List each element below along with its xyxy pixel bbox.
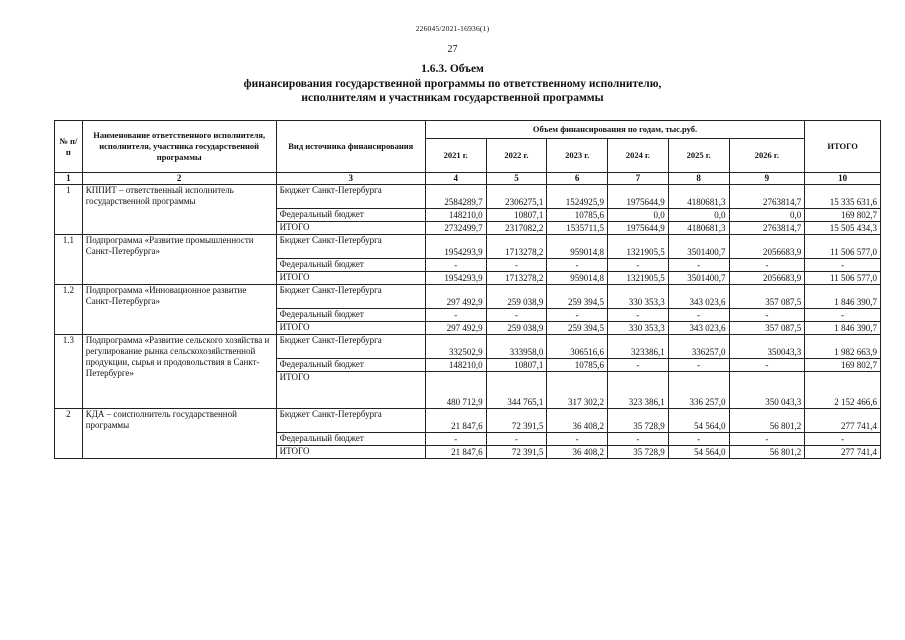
year-value: 1535711,5 xyxy=(547,222,608,235)
year-value: - xyxy=(608,259,669,272)
year-value: 259 394,5 xyxy=(547,322,608,335)
year-value: 297 492,9 xyxy=(425,322,486,335)
total-value: 277 741,4 xyxy=(805,409,881,433)
year-value: 350043,3 xyxy=(729,335,805,359)
year-value: 2763814,7 xyxy=(729,185,805,209)
year-value: 4180681,3 xyxy=(668,222,729,235)
year-value: 330 353,3 xyxy=(608,322,669,335)
year-value: 357 087,5 xyxy=(729,285,805,309)
year-value: 332502,9 xyxy=(425,335,486,359)
executor-name: КППИТ – ответственный исполнитель государственной программы xyxy=(82,185,276,235)
year-value: - xyxy=(547,433,608,446)
year-value: - xyxy=(425,433,486,446)
year-value: 2056683,9 xyxy=(729,272,805,285)
year-value: - xyxy=(729,433,805,446)
total-value: - xyxy=(805,433,881,446)
funding-source: Федеральный бюджет xyxy=(276,309,425,322)
title-line: исполнителям и участникам государственной программы xyxy=(301,92,604,104)
year-value: 148210,0 xyxy=(425,209,486,222)
column-number: 2 xyxy=(82,173,276,185)
year-value: 3501400,7 xyxy=(668,272,729,285)
year-value: 2763814,7 xyxy=(729,222,805,235)
year-value: - xyxy=(668,259,729,272)
column-number: 5 xyxy=(486,173,547,185)
year-value: 36 408,2 xyxy=(547,409,608,433)
column-number-row xyxy=(55,173,881,185)
year-value: 343 023,6 xyxy=(668,285,729,309)
year-value: - xyxy=(425,309,486,322)
year-value: - xyxy=(486,309,547,322)
total-value: - xyxy=(805,309,881,322)
year-value: 1954293,9 xyxy=(425,272,486,285)
year-value: - xyxy=(608,433,669,446)
total-value: 11 506 577,0 xyxy=(805,272,881,285)
total-value: 1 846 390,7 xyxy=(805,322,881,335)
column-number: 7 xyxy=(608,173,669,185)
year-value: 1524925,9 xyxy=(547,185,608,209)
total-value: 169 802,7 xyxy=(805,209,881,222)
executor-name: Подпрограмма «Развитие сельского хозяйства и регулирование рынка сельскохозяйственной продукции, сырья и продовольствия в Санкт-Петербурге» xyxy=(82,335,276,409)
funding-source: Бюджет Санкт-Петербурга xyxy=(276,285,425,309)
year-value: - xyxy=(668,309,729,322)
year-value: 56 801,2 xyxy=(729,446,805,459)
total-value: 277 741,4 xyxy=(805,446,881,459)
year-value: 0,0 xyxy=(729,209,805,222)
year-value: 336 257,0 xyxy=(668,372,729,409)
total-value: 15 505 434,3 xyxy=(805,222,881,235)
year-value: - xyxy=(486,259,547,272)
year-value: 2306275,1 xyxy=(486,185,547,209)
total-value: 2 152 466,6 xyxy=(805,372,881,409)
funding-source: Федеральный бюджет xyxy=(276,359,425,372)
table-row xyxy=(55,335,881,359)
title-line: финансирования государственной программы по ответственному исполнителю, xyxy=(243,77,662,90)
year-value: 343 023,6 xyxy=(668,322,729,335)
year-value: 357 087,5 xyxy=(729,322,805,335)
year-value: 333958,0 xyxy=(486,335,547,359)
funding-source: Бюджет Санкт-Петербурга xyxy=(276,235,425,259)
year-value: 54 564,0 xyxy=(668,446,729,459)
funding-source: ИТОГО xyxy=(276,222,425,235)
year-value: - xyxy=(608,309,669,322)
total-value: 11 506 577,0 xyxy=(805,235,881,259)
year-value: 2732499,7 xyxy=(425,222,486,235)
year-value: 297 492,9 xyxy=(425,285,486,309)
year-value: 323 386,1 xyxy=(608,372,669,409)
year-value: 323386,1 xyxy=(608,335,669,359)
year-value: - xyxy=(729,359,805,372)
year-value: 72 391,5 xyxy=(486,446,547,459)
year-value: 306516,6 xyxy=(547,335,608,359)
col-header-year: 2026 г. xyxy=(729,139,805,173)
col-header-year: 2021 г. xyxy=(425,139,486,173)
year-value: 3501400,7 xyxy=(668,235,729,259)
column-number: 3 xyxy=(276,173,425,185)
funding-source: ИТОГО xyxy=(276,372,425,409)
funding-source: Федеральный бюджет xyxy=(276,433,425,446)
document-id: 226045/2021-16936(1) xyxy=(415,24,490,33)
funding-source: Бюджет Санкт-Петербурга xyxy=(276,335,425,359)
year-value: 344 765,1 xyxy=(486,372,547,409)
col-header-source: Вид источника финансирования xyxy=(276,121,425,173)
executor-name: Подпрограмма «Инновационное развитие Санкт-Петербурга» xyxy=(82,285,276,335)
executor-name: КДА – соисполнитель государственной программы xyxy=(82,409,276,459)
funding-source: ИТОГО xyxy=(276,322,425,335)
year-value: 1321905,5 xyxy=(608,272,669,285)
column-number: 9 xyxy=(729,173,805,185)
year-value: 259 394,5 xyxy=(547,285,608,309)
table-row xyxy=(55,285,881,309)
year-value: 4180681,3 xyxy=(668,185,729,209)
col-header-total: ИТОГО xyxy=(805,121,881,173)
column-number: 4 xyxy=(425,173,486,185)
total-value: - xyxy=(805,259,881,272)
row-number: 2 xyxy=(55,409,83,459)
year-value: 350 043,3 xyxy=(729,372,805,409)
year-value: 336257,0 xyxy=(668,335,729,359)
funding-source: Федеральный бюджет xyxy=(276,259,425,272)
row-number: 1.2 xyxy=(55,285,83,335)
year-value: 54 564,0 xyxy=(668,409,729,433)
page-number: 27 xyxy=(447,44,458,55)
total-value: 169 802,7 xyxy=(805,359,881,372)
year-value: 21 847,6 xyxy=(425,446,486,459)
row-number: 1 xyxy=(55,185,83,235)
col-header-year: 2024 г. xyxy=(608,139,669,173)
year-value: 148210,0 xyxy=(425,359,486,372)
col-header-volume-group: Объем финансирования по годам, тыс.руб. xyxy=(425,121,804,139)
year-value: 56 801,2 xyxy=(729,409,805,433)
year-value: - xyxy=(729,259,805,272)
year-value: - xyxy=(547,259,608,272)
year-value: 259 038,9 xyxy=(486,285,547,309)
column-number: 8 xyxy=(668,173,729,185)
year-value: 35 728,9 xyxy=(608,446,669,459)
year-value: - xyxy=(729,309,805,322)
column-number: 6 xyxy=(547,173,608,185)
year-value: 36 408,2 xyxy=(547,446,608,459)
year-value: 330 353,3 xyxy=(608,285,669,309)
table-row xyxy=(55,409,881,433)
funding-source: Федеральный бюджет xyxy=(276,209,425,222)
year-value: 1713278,2 xyxy=(486,272,547,285)
year-value: 21 847,6 xyxy=(425,409,486,433)
year-value: 72 391,5 xyxy=(486,409,547,433)
col-header-year: 2025 г. xyxy=(668,139,729,173)
year-value: 2584289,7 xyxy=(425,185,486,209)
col-header-year: 2023 г. xyxy=(547,139,608,173)
column-number: 1 xyxy=(55,173,83,185)
year-value: - xyxy=(608,359,669,372)
col-header-year: 2022 г. xyxy=(486,139,547,173)
funding-source: ИТОГО xyxy=(276,446,425,459)
executor-name: Подпрограмма «Развитие промышленности Санкт-Петербурга» xyxy=(82,235,276,285)
year-value: - xyxy=(486,433,547,446)
year-value: 1713278,2 xyxy=(486,235,547,259)
year-value: 10807,1 xyxy=(486,359,547,372)
year-value: - xyxy=(425,259,486,272)
table-row xyxy=(55,185,881,209)
year-value: 1975644,9 xyxy=(608,185,669,209)
total-value: 15 335 631,6 xyxy=(805,185,881,209)
year-value: 959014,8 xyxy=(547,272,608,285)
year-value: 1321905,5 xyxy=(608,235,669,259)
year-value: 2056683,9 xyxy=(729,235,805,259)
total-value: 1 982 663,9 xyxy=(805,335,881,359)
title-line: 1.6.3. Объем xyxy=(421,63,484,75)
year-value: 259 038,9 xyxy=(486,322,547,335)
year-value: 2317082,2 xyxy=(486,222,547,235)
column-number: 10 xyxy=(805,173,881,185)
year-value: 0,0 xyxy=(668,209,729,222)
funding-source: Бюджет Санкт-Петербурга xyxy=(276,185,425,209)
section-title xyxy=(0,62,905,106)
year-value: 35 728,9 xyxy=(608,409,669,433)
row-number: 1.3 xyxy=(55,335,83,409)
year-value: 0,0 xyxy=(608,209,669,222)
col-header-num: № п/п xyxy=(55,121,83,173)
year-value: 959014,8 xyxy=(547,235,608,259)
row-number: 1.1 xyxy=(55,235,83,285)
year-value: 1954293,9 xyxy=(425,235,486,259)
total-value: 1 846 390,7 xyxy=(805,285,881,309)
col-header-name: Наименование ответственного исполнителя, исполнителя, участника государственной программы xyxy=(82,121,276,173)
table-body xyxy=(55,185,881,459)
financing-table xyxy=(54,120,881,459)
table-row xyxy=(55,235,881,259)
year-value: 1975644,9 xyxy=(608,222,669,235)
year-value: 10807,1 xyxy=(486,209,547,222)
funding-source: Бюджет Санкт-Петербурга xyxy=(276,409,425,433)
year-value: - xyxy=(547,309,608,322)
year-value: - xyxy=(668,359,729,372)
year-value: 10785,6 xyxy=(547,359,608,372)
year-value: - xyxy=(668,433,729,446)
year-value: 317 302,2 xyxy=(547,372,608,409)
year-value: 480 712,9 xyxy=(425,372,486,409)
year-value: 10785,6 xyxy=(547,209,608,222)
funding-source: ИТОГО xyxy=(276,272,425,285)
